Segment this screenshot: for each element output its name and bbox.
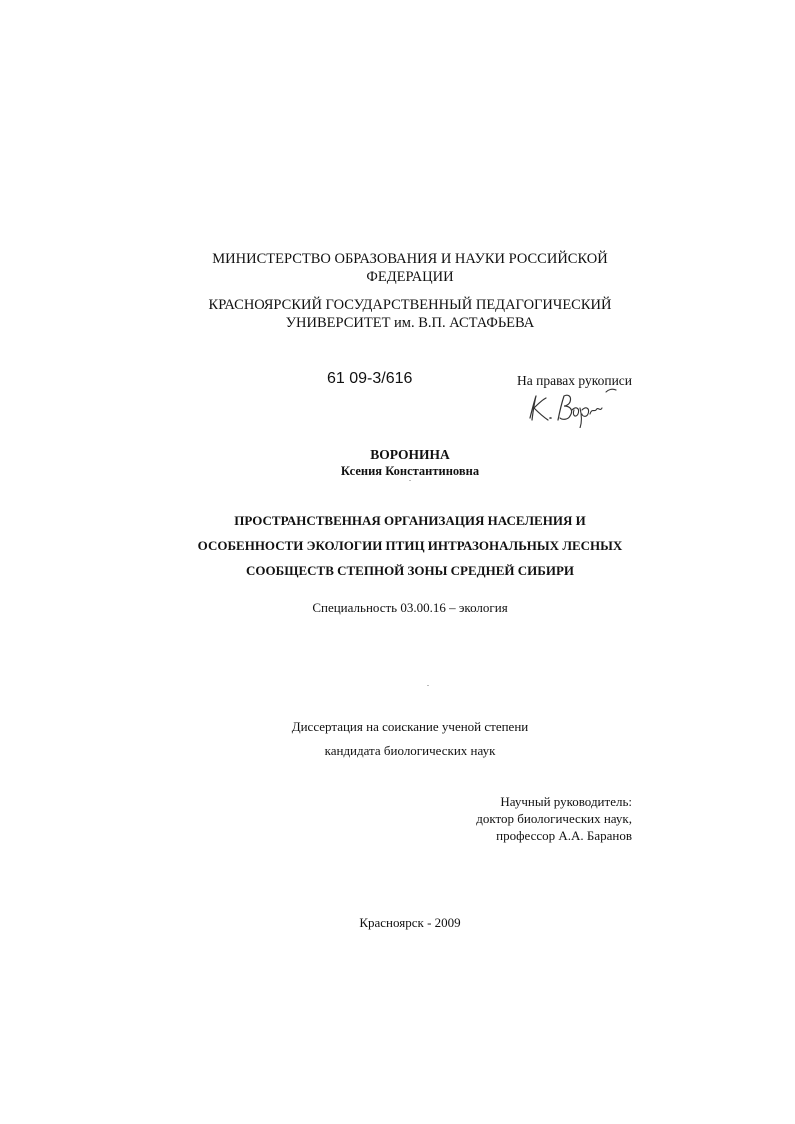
author-block xyxy=(160,446,660,480)
university-line-1: КРАСНОЯРСКИЙ ГОСУДАРСТВЕННЫЙ ПЕДАГОГИЧЕСКИЙ xyxy=(208,297,612,313)
ministry-line-1: МИНИСТЕРСТВО ОБРАЗОВАНИЯ И НАУКИ РОССИЙСКОЙ xyxy=(212,251,608,267)
scan-speck xyxy=(409,480,411,481)
title-line-2: ОСОБЕННОСТИ ЭКОЛОГИИ ПТИЦ ИНТРАЗОНАЛЬНЫХ ЛЕСНЫХ xyxy=(197,538,623,553)
author-surname: ВОРОНИНА xyxy=(370,447,450,462)
ministry-header xyxy=(160,250,660,286)
university-line-2: УНИВЕРСИТЕТ им. В.П. АСТАФЬЕВА xyxy=(285,315,535,331)
handwritten-signature xyxy=(522,388,622,428)
degree-statement xyxy=(160,715,660,763)
rights-note: На правах рукописи xyxy=(517,373,633,388)
title-line-3: СООБЩЕСТВ СТЕПНОЙ ЗОНЫ СРЕДНЕЙ СИБИРИ xyxy=(245,563,574,578)
degree-line-1: Диссертация на соискание ученой степени xyxy=(291,719,529,734)
title-line-1: ПРОСТРАНСТВЕННАЯ ОРГАНИЗАЦИЯ НАСЕЛЕНИЯ И xyxy=(234,513,586,528)
supervisor-line-1: Научный руководитель: xyxy=(500,794,632,809)
supervisor-line-2: доктор биологических наук, xyxy=(476,811,632,826)
place-and-year: Красноярск - 2009 xyxy=(359,915,461,930)
ministry-line-2: ФЕДЕРАЦИИ xyxy=(366,269,454,285)
catalog-code: 61 09-3/616 xyxy=(327,370,413,387)
supervisor-line-3: профессор А.А. Баранов xyxy=(496,828,632,843)
scan-speck xyxy=(427,685,429,686)
supervisor-block xyxy=(440,793,632,844)
author-given-names: Ксения Константиновна xyxy=(340,464,480,478)
degree-line-2: кандидата биологических наук xyxy=(324,743,496,758)
specialty: Специальность 03.00.16 – экология xyxy=(312,600,508,615)
dissertation-title xyxy=(190,508,630,583)
university-header xyxy=(160,296,660,332)
